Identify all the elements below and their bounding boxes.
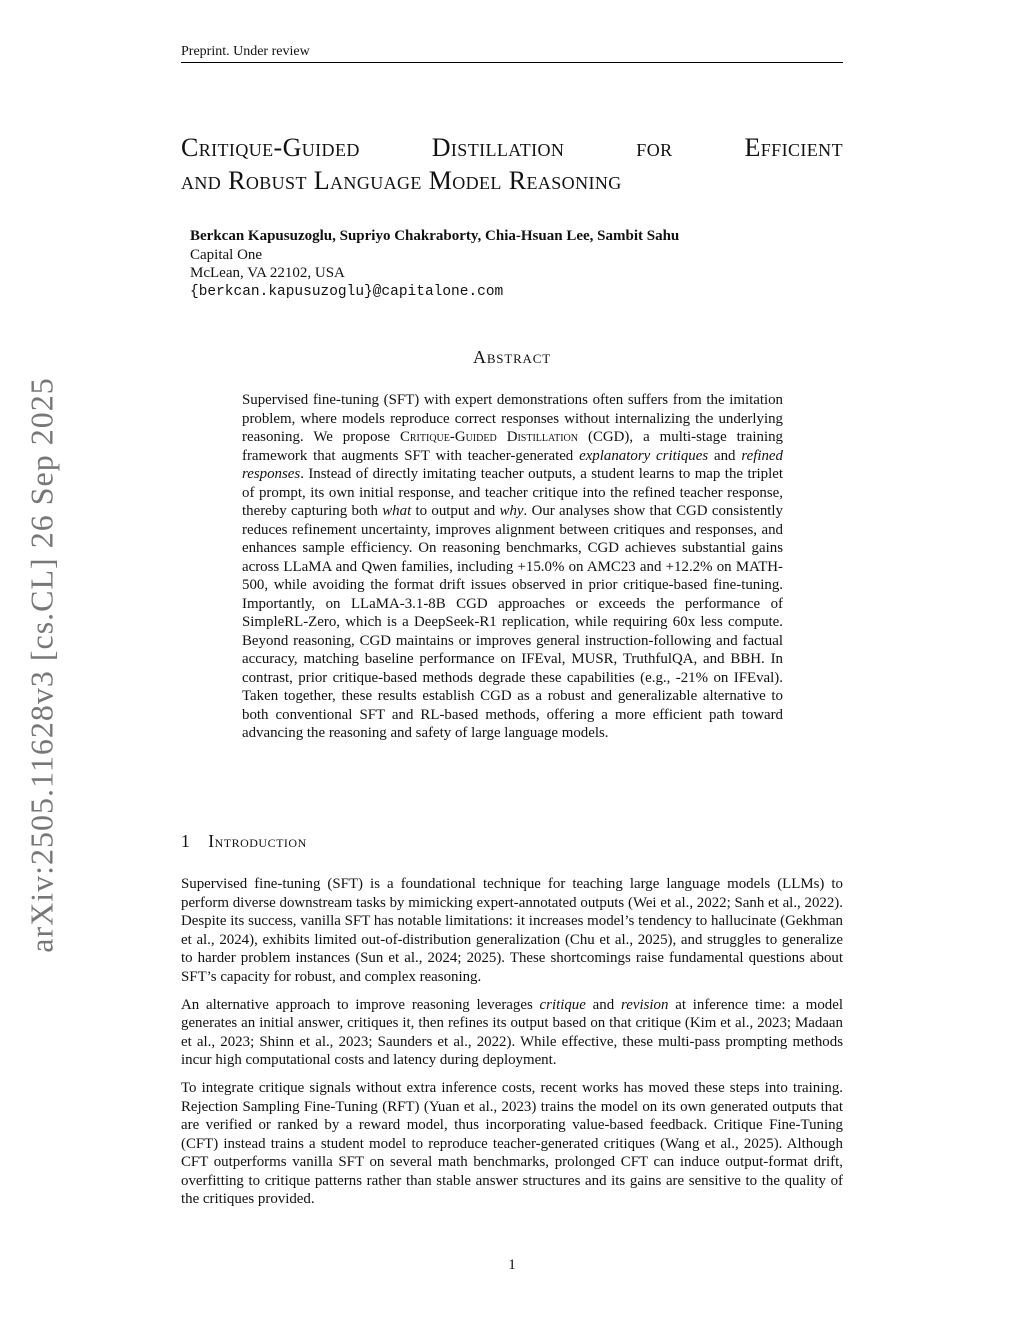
address: McLean, VA 22102, USA [190, 265, 345, 281]
paragraph: An alternative approach to improve reasoning leverages critique and revision at inference time: a model generates an initial answer, critiques it, then refines its output based on that critique (Kim et al., 2023; Madaan et al., 2023; Shinn et al., 2023; Saunders et al., 2022). While effective, these multi-pass prompting methods incur high computational costs and latency during deployment. [181, 996, 843, 1068]
page-number: 1 [508, 1257, 516, 1273]
paragraph: Supervised fine-tuning (SFT) is a foundational technique for teaching large language models (LLMs) to perform diverse downstream tasks by mimicking expert-annotated outputs (Wei et al., 2022; Sanh et al., 2022). Despite its success, vanilla SFT has notable limitations: it increases model’s tendency to hallucinate (Gekhman et al., 2024), exhibits limited out-of-distribution generalization (Chu et al., 2025), and struggles to generalize to harder problem instances (Sun et al., 2024; 2025). These shortcomings raise fundamental questions about SFT’s capacity for robust, and complex reasoning. [181, 876, 843, 985]
title-line-1 [181, 131, 843, 164]
affiliation: Capital One [190, 246, 263, 263]
paragraph: To integrate critique signals without extra inference costs, recent works has moved these steps into training. Rejection Sampling Fine-Tuning (RFT) (Yuan et al., 2023) trains the model on its own generated outputs that are verified or ranked by a reward model, thus incorporating value-based feedback. Critique Fine-Tuning (CFT) instead trains a student model to reproduce teacher-generated critiques (Wang et al., 2025). Although CFT outperforms vanilla SFT on several math benchmarks, prolonged CFT can induce output-format drift, overfitting to critique patterns rather than stable answer structures and its gains are sensitive to the quality of the critiques provided. [181, 1080, 843, 1207]
method-name: Critique-Guided Distillation [399, 429, 578, 445]
author-email[interactable]: {berkcan.kapusuzoglu}@capitalone.com [190, 283, 504, 300]
section-heading-introduction [181, 831, 307, 852]
title-word: Critique-Guided [181, 133, 360, 162]
title-word: Efficient [744, 133, 843, 162]
running-header: Preprint. Under review [181, 44, 843, 63]
abstract-text: Supervised fine-tuning (SFT) with expert demonstrations often suffers from the imitation problem, where models reproduce correct responses without internalizing the underlying reasoning. We propose Critique-Guided Distillation (CGD), a multi-stage training framework that augments SFT with teacher-generated explanatory critiques and refined responses. Instead of directly imitating teacher outputs, a student learns to map the triplet of prompt, its own initial response, and teacher critique into the refined teacher response, thereby capturing both what to output and why. Our analyses show that CGD consistently reduces refinement uncertainty, improves alignment between critiques and responses, and enhances sample efficiency. On reasoning benchmarks, CGD achieves substantial gains across LLaMA and Qwen families, including +15.0% on AMC23 and +12.2% on MATH-500, while avoiding the format drift issues observed in prior critique-based fine-tuning. Importantly, on LLaMA-3.1-8B CGD approaches or exceeds the performance of SimpleRL-Zero, which is a DeepSeek-R1 replication, while requiring 60x less compute. Beyond reasoning, CGD maintains or improves general instruction-following and factual accuracy, matching baseline performance on IFEval, MUSR, TruthfulQA, and BBH. In contrast, prior critique-based methods degrade these capabilities (e.g., -21% on IFEval). Taken together, these results establish CGD as a robust and generalizable alternative to both conventional SFT and RL-based methods, offering a more efficient path toward advancing the reasoning and safety of large language models. [242, 392, 783, 741]
paper-title [181, 131, 843, 197]
introduction-body [181, 875, 843, 1218]
section-number: 1 [181, 831, 191, 851]
section-title: Introduction [208, 831, 307, 851]
abstract-heading: Abstract [473, 347, 551, 367]
author-block [190, 227, 679, 301]
title-line-2: and Robust Language Model Reasoning [181, 166, 622, 195]
author-names: Berkcan Kapusuzoglu, Supriyo Chakraborty, Chia-Hsuan Lee, Sambit Sahu [190, 228, 680, 244]
title-word: Distillation [431, 133, 565, 162]
title-word: for [636, 133, 673, 162]
arxiv-stamp: arXiv:2505.11628v3 [cs.CL] 26 Sep 2025 [23, 377, 60, 953]
